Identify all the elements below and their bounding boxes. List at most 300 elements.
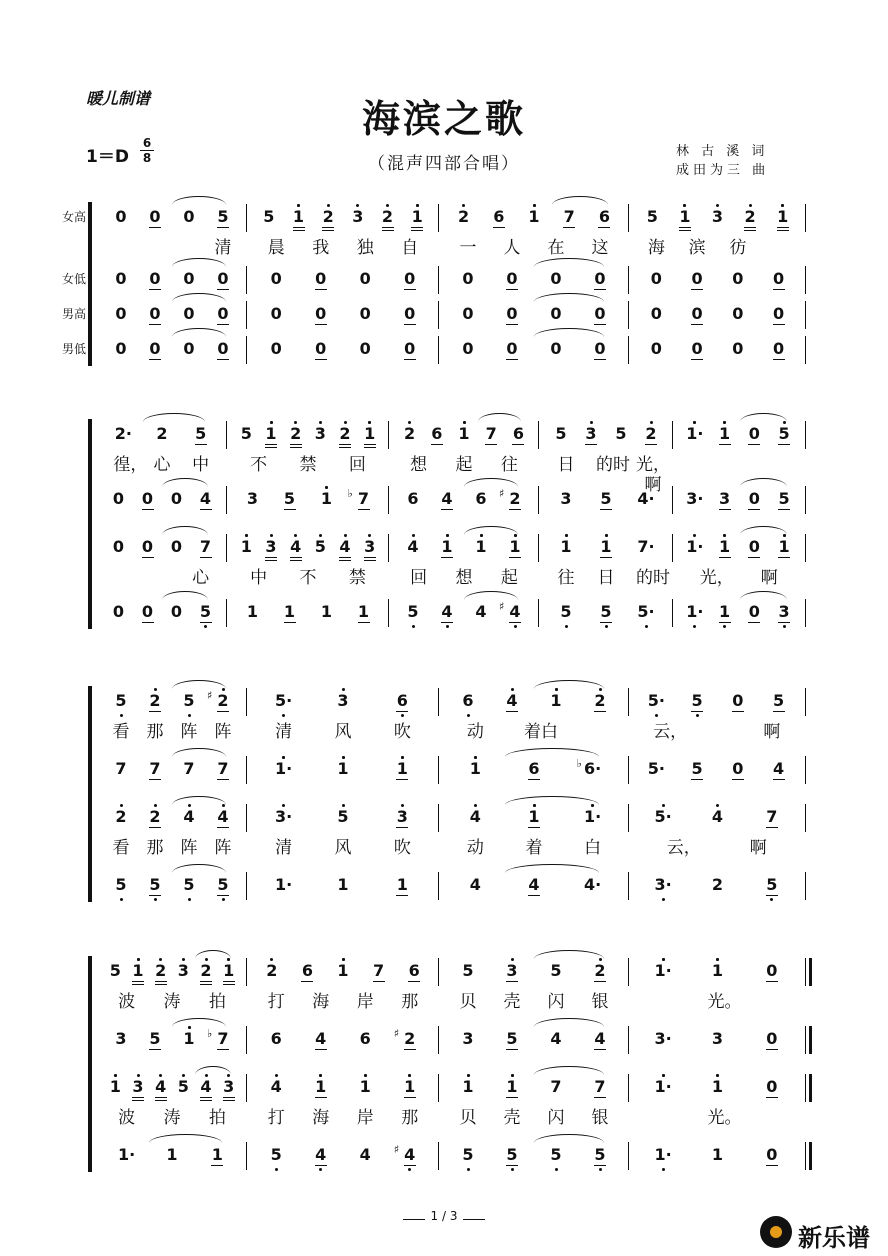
- barline: [438, 1026, 439, 1054]
- lyric: 不: [250, 455, 268, 475]
- note: 1: [320, 602, 333, 621]
- lyricist-credit: 林 古 溪 词: [676, 144, 769, 159]
- note: 7: [369, 962, 389, 980]
- slur: [162, 478, 208, 487]
- lyric: 啊: [763, 722, 781, 742]
- lyric: 阵: [214, 838, 232, 858]
- lyric: 着: [525, 838, 543, 858]
- system-bracket: [88, 956, 96, 1172]
- barline: [246, 204, 247, 232]
- note: 0: [732, 269, 744, 288]
- lyric: 往: [557, 568, 575, 588]
- note: 1: [774, 538, 794, 556]
- barline: [438, 204, 439, 232]
- lyric: 禁: [348, 568, 366, 588]
- note: 5: [145, 876, 165, 894]
- barline: [246, 958, 247, 986]
- barline: [438, 266, 439, 294]
- note: 0: [590, 270, 610, 288]
- note: 4: [286, 538, 306, 556]
- lyric: 清: [214, 238, 232, 258]
- note: 0: [728, 692, 748, 710]
- slur: [534, 1066, 604, 1075]
- note: 5: [596, 603, 616, 621]
- note: 0: [762, 962, 782, 980]
- note: 0: [550, 339, 562, 358]
- note: 1: [524, 808, 544, 826]
- note: 5: [555, 424, 567, 443]
- barline: [672, 599, 673, 627]
- barline: [628, 1074, 629, 1102]
- slur: [534, 328, 604, 337]
- slur: [172, 1018, 226, 1027]
- note: 0: [550, 269, 562, 288]
- note: 1: [355, 1078, 375, 1096]
- note: 0: [112, 537, 125, 556]
- slur: [505, 864, 599, 873]
- barline: [246, 336, 247, 364]
- note: 4 ♯: [505, 603, 525, 621]
- lyric: 动: [466, 838, 484, 858]
- note: 1: [179, 1030, 199, 1048]
- lyric: 云，: [666, 838, 701, 858]
- note: 0: [213, 270, 233, 288]
- slur: [162, 591, 208, 600]
- note: 2·: [114, 424, 132, 443]
- note: 0: [502, 340, 522, 358]
- system-bracket: [88, 419, 96, 629]
- note: 0: [183, 304, 195, 323]
- lyric: 不: [299, 568, 317, 588]
- barline: [538, 421, 539, 449]
- lyric: 的时: [596, 455, 630, 475]
- barline: [805, 1026, 806, 1054]
- note: 5: [179, 876, 199, 894]
- note: 0: [145, 340, 165, 358]
- note: 1: [337, 875, 349, 894]
- barline: [246, 1026, 247, 1054]
- note: 5: [280, 490, 300, 508]
- note: 5·: [653, 808, 673, 826]
- note: 3: [246, 489, 259, 508]
- note: 2: [590, 692, 610, 710]
- barline: [226, 486, 227, 514]
- lyric: 涛: [163, 992, 181, 1012]
- note: 5: [458, 1146, 478, 1164]
- barline: [438, 1142, 439, 1170]
- logo-text: 新乐谱: [798, 1224, 870, 1252]
- note: 7·: [637, 537, 655, 556]
- lyric: 清: [275, 838, 293, 858]
- note: 1: [261, 425, 281, 443]
- note: 0: [112, 489, 125, 508]
- note: 1: [105, 1078, 125, 1096]
- note: 1: [289, 208, 309, 226]
- lyric: 光。: [707, 1108, 742, 1128]
- note: 5: [769, 692, 789, 710]
- note: 4 ♯: [400, 1146, 420, 1164]
- page-number: 1 / 3: [0, 1209, 888, 1223]
- lyric: 光，啊: [636, 455, 670, 495]
- note: 6: [297, 962, 317, 980]
- barline: [805, 872, 806, 900]
- note: 1: [236, 538, 256, 556]
- lyric: 贝: [459, 1108, 477, 1128]
- note: 7: [590, 1078, 610, 1096]
- note: 3: [774, 603, 794, 621]
- note: 2: [335, 425, 355, 443]
- note: 4: [465, 808, 485, 826]
- note: 4: [708, 808, 728, 826]
- barline: [226, 534, 227, 562]
- lyric: 清: [275, 722, 293, 742]
- lyric: 吹: [393, 838, 411, 858]
- lyric: 滨: [688, 238, 706, 258]
- note: 3: [502, 962, 522, 980]
- barline: [438, 336, 439, 364]
- note: 3: [261, 538, 281, 556]
- note: 0: [311, 270, 331, 288]
- note: 0: [170, 602, 183, 621]
- lyric: 阵: [180, 838, 198, 858]
- slur: [172, 196, 226, 205]
- note: 0: [112, 602, 125, 621]
- lyric: 风: [334, 838, 352, 858]
- lyric: 阵: [214, 722, 232, 742]
- note: 3: [115, 1029, 127, 1048]
- lyric: 那: [401, 1108, 419, 1128]
- barline: [805, 204, 806, 232]
- lyric: 独: [356, 238, 374, 258]
- note: 7: [145, 760, 165, 778]
- note: 1·: [583, 808, 603, 826]
- lyric: 心: [192, 568, 210, 588]
- lyric: 禁: [299, 455, 317, 475]
- slur: [172, 293, 226, 302]
- note: 0: [762, 1030, 782, 1048]
- note: 5: [145, 1030, 165, 1048]
- note: 1: [773, 208, 793, 226]
- note: 1: [505, 538, 525, 556]
- lyric: 银: [591, 1108, 609, 1128]
- part-label: 女低: [61, 272, 86, 286]
- note: 0: [762, 1078, 782, 1096]
- note: 2: [111, 808, 131, 826]
- barline: [438, 958, 439, 986]
- note: 6: [489, 208, 509, 226]
- note: 0: [687, 340, 707, 358]
- lyric: 打: [267, 1108, 285, 1128]
- lyric: 中: [192, 455, 210, 475]
- lyric: 起: [455, 455, 473, 475]
- note: 1: [675, 208, 695, 226]
- note: 1: [128, 962, 148, 980]
- note: 0: [359, 269, 371, 288]
- slur: [534, 1134, 604, 1143]
- lyric: 光，: [699, 568, 734, 588]
- note: 0: [400, 270, 420, 288]
- note: 7: [481, 425, 501, 443]
- note: 0: [550, 304, 562, 323]
- barline: [628, 804, 629, 832]
- barline: [805, 1074, 806, 1102]
- barline: [672, 486, 673, 514]
- note: 4: [475, 602, 487, 621]
- lyric: 光。: [707, 992, 742, 1012]
- lyric: 回: [410, 568, 428, 588]
- note: 3: [128, 1078, 148, 1096]
- note: 2: [145, 808, 165, 826]
- note: 0: [687, 270, 707, 288]
- note: 6: [407, 489, 419, 508]
- lyric: 涛: [163, 1108, 181, 1128]
- slur: [172, 748, 226, 757]
- note: 5: [687, 760, 707, 778]
- key-signature: 1＝D: [86, 147, 129, 167]
- note: 4: [359, 1145, 371, 1164]
- note: 5·: [274, 692, 294, 710]
- lyric: 彷: [729, 238, 747, 258]
- slur: [162, 526, 208, 535]
- note: 4: [266, 1078, 286, 1096]
- note: 1: [458, 1078, 478, 1096]
- note: 7: [762, 808, 782, 826]
- final-barline: [809, 1142, 812, 1170]
- note: 0: [650, 304, 662, 323]
- barline: [628, 301, 629, 329]
- note: 1: [596, 538, 616, 556]
- note: 1: [333, 962, 353, 980]
- note: 4: [590, 1030, 610, 1048]
- lyric: 啊: [749, 838, 767, 858]
- note: 7: [183, 759, 195, 778]
- note: 2: [740, 208, 760, 226]
- note: 1: [715, 425, 735, 443]
- note: 5·: [646, 692, 666, 710]
- lyric: 看: [112, 722, 130, 742]
- barline: [538, 599, 539, 627]
- note: 0: [183, 207, 195, 226]
- slur: [195, 950, 231, 959]
- slur: [172, 258, 226, 267]
- lyric: 云，: [653, 722, 688, 742]
- note: 0: [270, 269, 282, 288]
- note: 0: [462, 269, 474, 288]
- subtitle: （混声四部合唱）: [368, 154, 520, 174]
- note: 4: [769, 760, 789, 778]
- barline: [246, 688, 247, 716]
- lyric: 日: [557, 455, 575, 475]
- barline: [538, 486, 539, 514]
- lyric: 贝: [459, 992, 477, 1012]
- note: 5: [196, 603, 216, 621]
- lyric: 往: [500, 455, 518, 475]
- lyric: 那: [146, 722, 164, 742]
- note: 0: [115, 207, 127, 226]
- slur: [505, 748, 599, 757]
- note: 6: [270, 1029, 282, 1048]
- note: 1: [333, 760, 353, 778]
- lyric: 岸: [356, 1108, 374, 1128]
- record-icon: [760, 1216, 792, 1248]
- note: 5: [556, 603, 576, 621]
- note: 6: [427, 425, 447, 443]
- barline: [805, 336, 806, 364]
- note: 3: [581, 425, 601, 443]
- lyric: 起: [500, 568, 518, 588]
- note: 0: [590, 305, 610, 323]
- lyric: 拍: [208, 992, 226, 1012]
- barline: [538, 534, 539, 562]
- note: 3: [711, 1029, 724, 1048]
- note: 6· ♭: [576, 757, 602, 778]
- note: 5: [191, 425, 211, 443]
- note: 2: [454, 208, 474, 226]
- note: 0: [145, 208, 165, 226]
- note: 2: [641, 425, 661, 443]
- lyric: 那: [146, 838, 164, 858]
- note: 5: [596, 490, 616, 508]
- barline: [226, 421, 227, 449]
- note: 0: [728, 760, 748, 778]
- note: 7: [559, 208, 579, 226]
- note: 1: [471, 538, 491, 556]
- note: 0: [115, 304, 127, 323]
- meter-top: 6: [142, 136, 152, 150]
- note: 0: [170, 537, 183, 556]
- note: 5: [687, 692, 707, 710]
- note: 2: [145, 692, 165, 710]
- note: 1·: [118, 1145, 136, 1164]
- slur: [464, 526, 518, 535]
- lyric: 一: [459, 238, 477, 258]
- barline: [246, 301, 247, 329]
- note: 6: [404, 962, 424, 980]
- barline: [388, 599, 389, 627]
- note: 5: [462, 961, 474, 980]
- note: 6: [508, 425, 528, 443]
- barline: [805, 1142, 806, 1170]
- note: 5: [502, 1030, 522, 1048]
- note: 3: [392, 808, 412, 826]
- note: 3: [360, 538, 380, 556]
- final-barline: [809, 1074, 812, 1102]
- slur: [740, 591, 788, 600]
- note: 3·: [653, 876, 673, 894]
- note: 1·: [685, 538, 705, 556]
- note: 7 ♭: [354, 490, 374, 508]
- note: 5: [774, 425, 794, 443]
- barline: [628, 958, 629, 986]
- note: 4: [311, 1030, 331, 1048]
- note: 3: [348, 208, 368, 226]
- slur: [464, 591, 518, 600]
- lyric: 波: [118, 992, 136, 1012]
- note: 0: [311, 305, 331, 323]
- system-bracket: [88, 686, 96, 902]
- note: 0: [744, 490, 764, 508]
- note: 5: [646, 207, 658, 226]
- lyric: 波: [118, 1108, 136, 1128]
- note: 4: [550, 1029, 562, 1048]
- note: 1: [311, 1078, 331, 1096]
- barline: [805, 534, 806, 562]
- note: 0: [359, 339, 371, 358]
- note: 2: [156, 424, 168, 443]
- lyric: 的时: [636, 568, 670, 588]
- lyric: 日: [597, 568, 615, 588]
- note: 0: [502, 270, 522, 288]
- barline: [628, 266, 629, 294]
- note: 1·: [653, 962, 673, 980]
- note: 7: [196, 538, 216, 556]
- note: 0: [687, 305, 707, 323]
- barline: [246, 804, 247, 832]
- note: 4: [403, 538, 423, 556]
- slur: [172, 864, 226, 873]
- note: 4: [179, 808, 199, 826]
- lyric: 银: [591, 992, 609, 1012]
- note: 5: [263, 207, 275, 226]
- note: 1: [246, 602, 259, 621]
- note: 0: [213, 305, 233, 323]
- note: 0: [462, 304, 474, 323]
- lyric: 看: [112, 838, 130, 858]
- barline: [805, 599, 806, 627]
- slur: [172, 680, 226, 689]
- note: 0: [183, 269, 195, 288]
- note: 5: [615, 424, 627, 443]
- note: 5: [173, 1078, 193, 1096]
- note: 0: [744, 603, 764, 621]
- note: 4: [437, 490, 457, 508]
- lyric: 着白: [524, 722, 558, 742]
- part-label: 女高: [61, 210, 86, 224]
- note: 6: [458, 692, 478, 710]
- slur: [149, 1134, 222, 1143]
- note: 1: [524, 208, 544, 226]
- note: 3: [333, 692, 353, 710]
- lyric: 这: [591, 238, 609, 258]
- lyric: 自: [401, 238, 419, 258]
- note: 0: [400, 305, 420, 323]
- slur: [195, 1066, 231, 1075]
- note: 1·: [685, 603, 705, 621]
- barline: [805, 688, 806, 716]
- lyric: 心: [153, 455, 171, 475]
- lyric: 壳: [503, 992, 521, 1012]
- lyric: 回: [348, 455, 366, 475]
- note: 1·: [275, 875, 293, 894]
- barline: [628, 204, 629, 232]
- note: 4: [311, 1146, 331, 1164]
- note: 7 ♭: [213, 1030, 233, 1048]
- note: 7: [550, 1077, 562, 1096]
- slur: [172, 796, 226, 805]
- note: 1: [708, 962, 728, 980]
- note: 5·: [647, 759, 665, 778]
- note: 0: [183, 339, 195, 358]
- note: 5: [590, 1146, 610, 1164]
- note: 0: [138, 603, 158, 621]
- barline: [246, 756, 247, 784]
- note: 1: [207, 1146, 227, 1164]
- note: 5: [213, 876, 233, 894]
- note: 5: [240, 424, 252, 443]
- composer-credit: 成田为三 曲: [676, 163, 770, 178]
- note: 3·: [654, 1029, 672, 1048]
- note: 1: [392, 876, 412, 894]
